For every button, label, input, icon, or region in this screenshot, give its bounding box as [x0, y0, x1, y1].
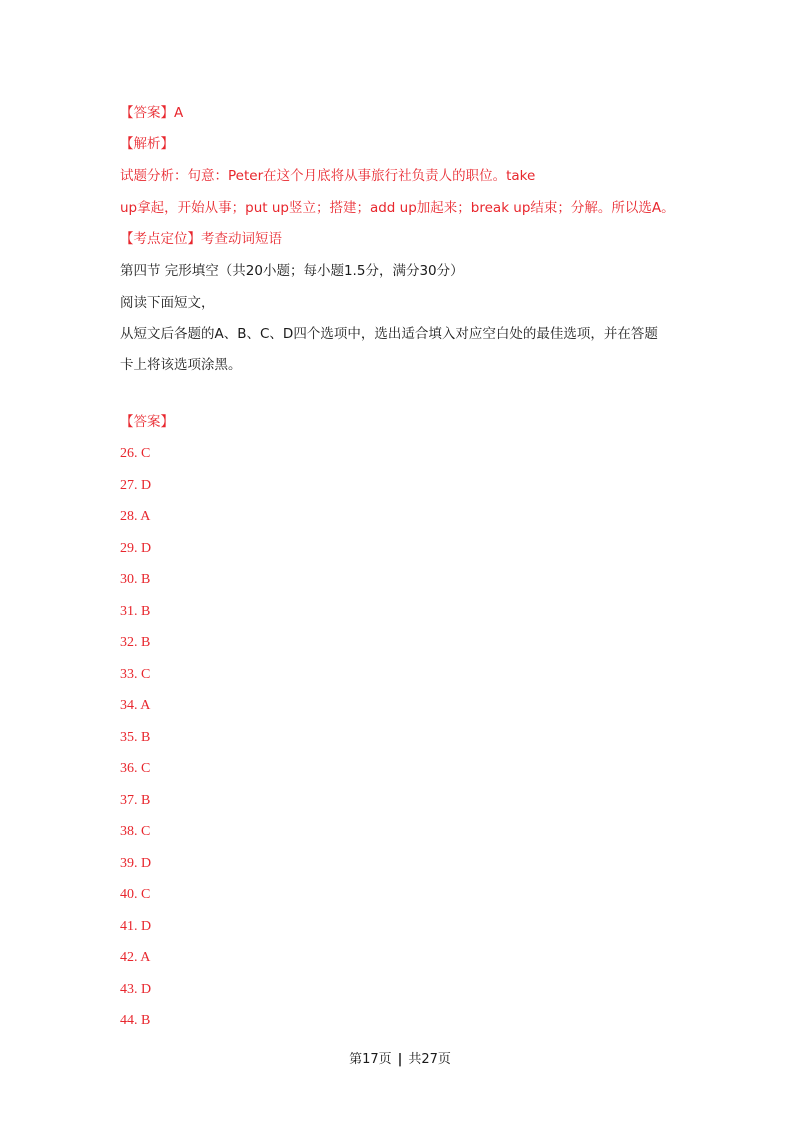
answer-item: 27. D — [120, 477, 152, 493]
page-footer — [0, 1048, 800, 1067]
answer-item: 31. B — [120, 603, 151, 619]
answer-item: 35. B — [120, 729, 151, 745]
answer-item: 30. B — [120, 572, 151, 587]
answer-item: 41. D — [120, 918, 152, 934]
analysis-text-line-1: 试题分析：句意：Peter在这个月底将从事旅行社负责人的职位。take — [120, 168, 536, 184]
page-separator: | — [397, 1052, 403, 1067]
page-total: 共27页 — [408, 1052, 451, 1067]
answer-item: 36. C — [120, 761, 151, 776]
page-current: 第17页 — [349, 1052, 392, 1067]
instruction-line-2: 卡上将该选项涂黑。 — [120, 357, 242, 373]
answer-item: 26. C — [120, 446, 151, 461]
section-title: 第四节 完形填空（共20小题；每小题1.5分，满分30分） — [120, 263, 464, 279]
answer-item: 38. C — [120, 824, 151, 839]
answer-item: 34. A — [120, 698, 151, 713]
answer-item: 37. B — [120, 792, 151, 808]
instruction-line-1: 从短文后各题的A、B、C、D四个选项中，选出适合填入对应空白处的最佳选项，并在答题 — [120, 326, 658, 342]
answer-item: 33. C — [120, 666, 151, 682]
answer-item: 42. A — [120, 950, 151, 965]
answers-heading: 【答案】 — [120, 414, 174, 430]
answer-item: 44. B — [120, 1013, 151, 1028]
read-instruction: 阅读下面短文， — [120, 295, 215, 311]
answer-item: 39. D — [120, 855, 152, 871]
analysis-heading: 【解析】 — [120, 136, 174, 152]
answer-line: 【答案】A — [120, 105, 184, 121]
answer-item: 40. C — [120, 887, 151, 902]
answer-item: 43. D — [120, 981, 152, 997]
answer-item: 28. A — [120, 509, 151, 524]
answer-item: 29. D — [120, 540, 152, 556]
focus-line: 【考点定位】考查动词短语 — [120, 231, 282, 247]
answer-item: 32. B — [120, 635, 151, 650]
analysis-text-line-2: up拿起，开始从事；put up竖立；搭建；add up加起来；break up结束；分解。所以选A。 — [120, 200, 675, 216]
